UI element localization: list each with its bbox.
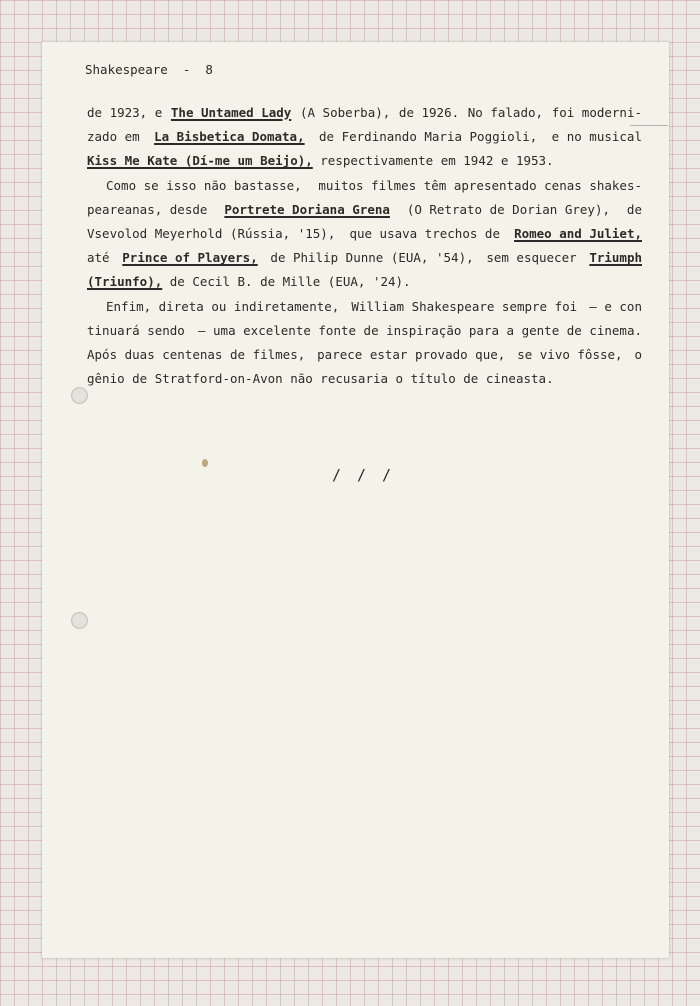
text-segment: peareanas, desde: [87, 201, 208, 217]
punch-hole: [71, 387, 88, 404]
text-line: [87, 174, 642, 198]
text-segment: de Ferdinando Maria Poggioli,: [319, 129, 538, 145]
text-segment: sem esquecer: [486, 250, 577, 266]
text-segment: William Shakespeare sempre foi: [351, 298, 578, 314]
text-segment: de: [626, 201, 642, 217]
text-line: [87, 125, 642, 149]
underlined-title: Romeo and Juliet,: [514, 226, 642, 242]
text-segment: foi moderni-: [551, 105, 642, 120]
underlined-title: La Bisbetica Domata,: [154, 129, 305, 145]
text-segment: o: [634, 347, 642, 363]
text-segment: de 1923, e: [87, 105, 163, 120]
text-line: [87, 270, 642, 294]
underlined-title: Triumph: [589, 250, 642, 266]
ink-spot: [202, 459, 208, 467]
text-segment: zado em: [87, 129, 140, 145]
text-segment: (A Soberba),: [299, 105, 391, 120]
typed-page: [42, 42, 669, 958]
text-segment: — uma excelente fonte de inspiração para a gente de cinema.: [197, 322, 642, 338]
text-segment: até: [87, 250, 110, 266]
underlined-title: Kiss Me Kate (Dí-me um Beijo),: [87, 153, 313, 169]
text-segment: gênio de Stratford-on-Avon não recusaria o título de cineasta.: [87, 371, 554, 387]
text-segment: muitos filmes têm apresentado cenas shakes-: [318, 177, 642, 193]
text-line: [87, 222, 642, 246]
text-line: [87, 319, 642, 343]
text-segment: respectivamente em 1942 e 1953.: [320, 153, 554, 169]
text-segment: de 1926.: [398, 105, 460, 120]
text-segment: de Philip Dunne (EUA, '54),: [270, 250, 474, 266]
text-segment: — e con: [589, 298, 642, 314]
underlined-title: (Triunfo),: [87, 274, 163, 290]
text-segment: Vsevolod Meyerhold (Rússia, '15),: [87, 226, 336, 242]
page-header: Shakespeare - 8: [85, 62, 213, 77]
text-segment: Como se isso não bastasse,: [106, 177, 302, 193]
text-line: [87, 343, 642, 367]
end-mark: ///: [332, 466, 408, 484]
text-segment: de Cecil B. de Mille (EUA, '24).: [169, 274, 411, 290]
text-line: [87, 198, 642, 222]
text-segment: se vivo fôsse,: [517, 347, 623, 363]
text-line: [87, 295, 642, 319]
text-line: [87, 101, 642, 125]
typed-text: [87, 101, 642, 391]
underlined-title: Prince of Players,: [122, 250, 258, 266]
text-segment: e no musical: [551, 129, 642, 145]
text-segment: que usava trechos de: [349, 226, 500, 242]
text-line: [87, 246, 642, 270]
text-line: [87, 367, 642, 391]
text-segment: (O Retrato de Dorian Grey),: [406, 201, 611, 217]
underlined-title: Portrete Doriana Grena: [224, 201, 390, 217]
underlined-title: The Untamed Lady: [170, 105, 292, 120]
text-segment: tinuará sendo: [87, 322, 185, 338]
text-segment: Enfim, direta ou indiretamente,: [106, 298, 340, 314]
text-segment: Após duas centenas de filmes,: [87, 347, 306, 363]
punch-hole: [71, 612, 88, 629]
text-line: [87, 149, 642, 173]
text-segment: parece estar provado que,: [317, 347, 506, 363]
text-segment: No falado,: [467, 105, 544, 120]
